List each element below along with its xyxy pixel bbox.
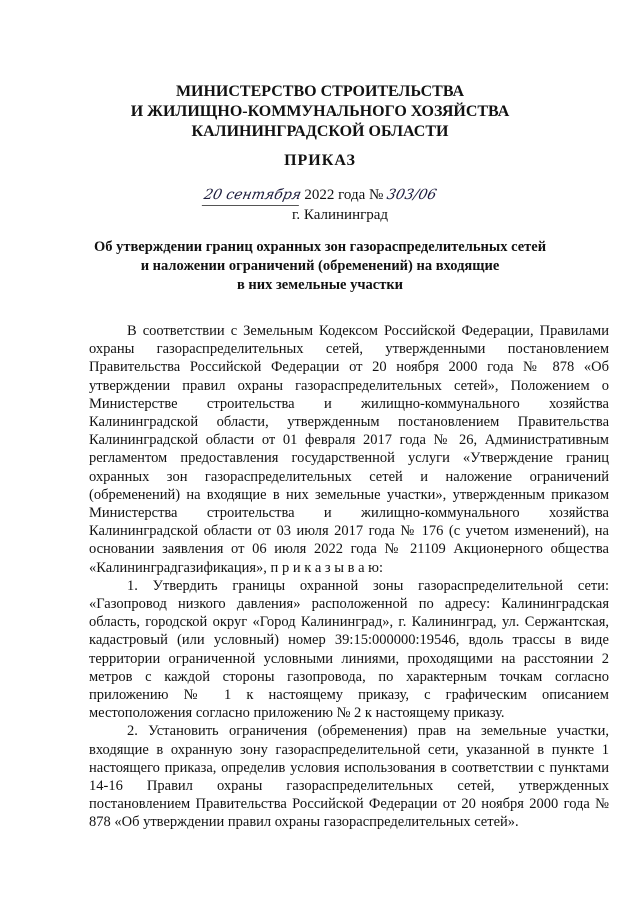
ministry-header-line-3: КАЛИНИНГРАДСКОЙ ОБЛАСТИ <box>191 123 449 140</box>
handwritten-date: 20 сентября <box>201 185 302 206</box>
subject-line-3: в них земельные участки <box>236 277 404 293</box>
document-title: ПРИКАЗ <box>284 152 356 169</box>
document-body <box>89 322 609 832</box>
paragraph-item-2: 2. Установить ограничения (обременения) прав на земельные участки, входящие в охранную зону газораспределительной сети, указанной в пункте 1 настоящего приказа, определив условия использования в соответствии с пунктами 14-16 Правил охраны газораспределительных сетей, утвержденных постановлением Правительства Российской Федерации от 20 ноября 2000 года № 878 «Об утверждении правил охраны газораспределительных сетей». <box>89 723 609 831</box>
subject-line-2: и наложении ограничений (обременений) на входящие <box>140 258 500 274</box>
paragraph-item-1: 1. Утвердить границы охранной зоны газораспределительной сети: «Газопровод низкого давления» расположенной по адресу: Калининградская область, городской округ «Город Калининград», г. Калининград, ул. Сержантская, кадастровый (или условный) номер 39:15:000000:19546, вдоль трассы в виде территории ограниченной условными линиями, проходящими на расстоянии 2 метров с каждой стороны газопровода, по характерным точкам согласно приложению № 1 к настоящему приказу, с графическим описанием местоположения согласно приложению № 2 к настоящему приказу. <box>89 577 609 722</box>
handwritten-order-number: 303/06 <box>385 187 439 203</box>
subject-line-1: Об утверждении границ охранных зон газораспределительных сетей <box>93 239 547 255</box>
document-subject <box>0 238 640 295</box>
ministry-header-line-1: МИНИСТЕРСТВО СТРОИТЕЛЬСТВА <box>175 83 465 100</box>
city: г. Калининград <box>291 207 389 223</box>
year-text: 2022 года № <box>304 187 384 203</box>
paragraph-preamble: В соответствии с Земельным Кодексом Российской Федерации, Правилами охраны газораспределительных сетей, утвержденными постановлением Правительства Российской Федерации от 20 ноября 2000 года № 878 «Об утверждении правил охраны газораспределительных сетей», Положением о Министерстве строительства и жилищно-коммунального хозяйства Калининградской области, утвержденным постановлением Правительства Калининградской области от 01 февраля 2017 года № 26, Административным регламентом предоставления государственной услуги «Утверждение границ охранных зон газораспределительных сетей и наложение ограничений (обременений) на входящие в них земельные участки», утвержденным приказом Министерства строительства и жилищно-коммунального хозяйства Калининградской области от 03 июля 2017 года № 176 (с учетом изменений), на основании заявления от 06 июля 2022 года № 21109 Акционерного общества «Калининградгазификация», п р и к а з ы в а ю: <box>89 323 609 576</box>
ministry-header <box>0 82 640 142</box>
ministry-header-line-2: И ЖИЛИЩНО-КОММУНАЛЬНОГО ХОЗЯЙСТВА <box>130 103 510 120</box>
dateline <box>0 185 640 206</box>
